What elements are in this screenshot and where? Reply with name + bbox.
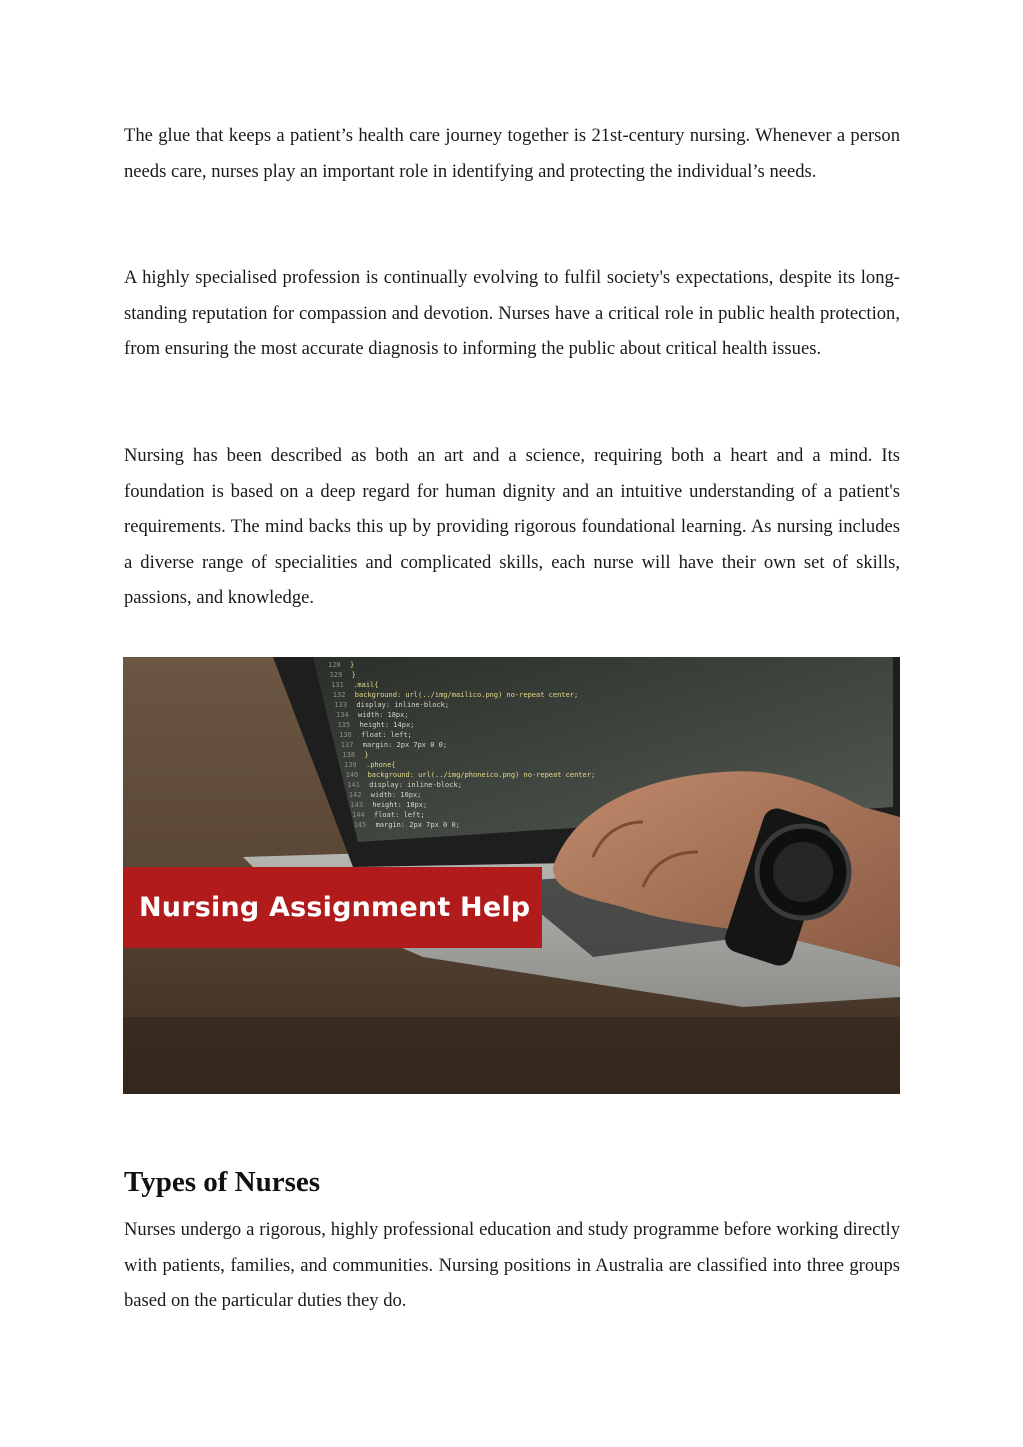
- code-line-text: display: inline-block;: [356, 701, 450, 709]
- code-line-number: 131: [331, 681, 344, 689]
- code-line-number: 128: [328, 661, 341, 669]
- nursing-assignment-help-banner: [123, 867, 542, 948]
- code-line-text: .phone{: [366, 761, 396, 769]
- code-line-text: display: inline-block;: [369, 781, 462, 789]
- profession-paragraph: A highly specialised profession is continually evolving to fulfil society's expectations, despite its long-standing reputation for compassion and devotion. Nurses have a critical role in public health protection, from ensuring the most accurate diagnosis to informing the public about critical health issues.: [124, 267, 900, 359]
- code-line-number: 139: [344, 761, 357, 769]
- types-of-nurses-paragraph: Nurses undergo a rigorous, highly professional education and study programme before working directly with patients, families, and communities. Nursing positions in Australia are classified into three groups based on the particular duties they do.: [124, 1219, 900, 1311]
- code-line-number: 140: [345, 771, 359, 779]
- code-line-number: 142: [348, 791, 362, 799]
- code-line-text: width: 10px;: [370, 791, 422, 799]
- code-line-number: 134: [336, 711, 349, 719]
- code-line-number: 132: [332, 691, 346, 699]
- code-line-number: 145: [353, 821, 367, 829]
- code-line-text: }: [350, 661, 355, 669]
- code-line-text: float: left;: [374, 811, 425, 819]
- code-line-number: 133: [334, 701, 348, 709]
- code-line-text: }: [351, 671, 356, 679]
- code-line-number: 129: [329, 671, 343, 679]
- intro-paragraph: The glue that keeps a patient’s health care journey together is 21st-century nursing. Whenever a person needs care, nurses play an important role in identifying and protecting the individual’s needs.: [124, 125, 900, 182]
- code-line-text: background: url(../img/phoneico.png) no-repeat center;: [367, 771, 596, 779]
- code-line-text: float: left;: [361, 731, 412, 739]
- code-line-text: .mail{: [353, 681, 379, 689]
- section-heading: Types of Nurses: [124, 1166, 321, 1198]
- code-line-number: 143: [350, 801, 364, 809]
- code-line-text: height: 18px;: [372, 801, 428, 809]
- code-line-text: background: url(../img/mailico.png) no-repeat center;: [354, 691, 579, 699]
- code-line-number: 135: [337, 721, 351, 729]
- code-line-number: 141: [347, 781, 360, 789]
- code-line-text: height: 14px;: [359, 721, 415, 729]
- code-line-text: width: 18px;: [358, 711, 409, 719]
- banner-text: Nursing Assignment Help: [139, 892, 531, 923]
- art-science-paragraph: Nursing has been described as both an art and a science, requiring both a heart and a mind. Its foundation is based on a deep regard for human dignity and an intuitive understanding of a patient's requirements. The mind backs this up by providing rigorous foundational learning. As nursing includes a diverse range of specialities and complicated skills, each nurse will have their own set of skills, passions, and knowledge.: [124, 445, 900, 608]
- code-line-text: }: [364, 751, 369, 759]
- code-line-number: 138: [342, 751, 356, 759]
- hero-image: [123, 657, 900, 1094]
- code-line-text: margin: 2px 7px 0 0;: [362, 741, 448, 749]
- code-line-text: margin: 2px 7px 0 0;: [375, 821, 460, 829]
- code-line-number: 137: [340, 741, 354, 749]
- code-line-number: 144: [352, 811, 365, 819]
- code-line-number: 136: [339, 731, 352, 739]
